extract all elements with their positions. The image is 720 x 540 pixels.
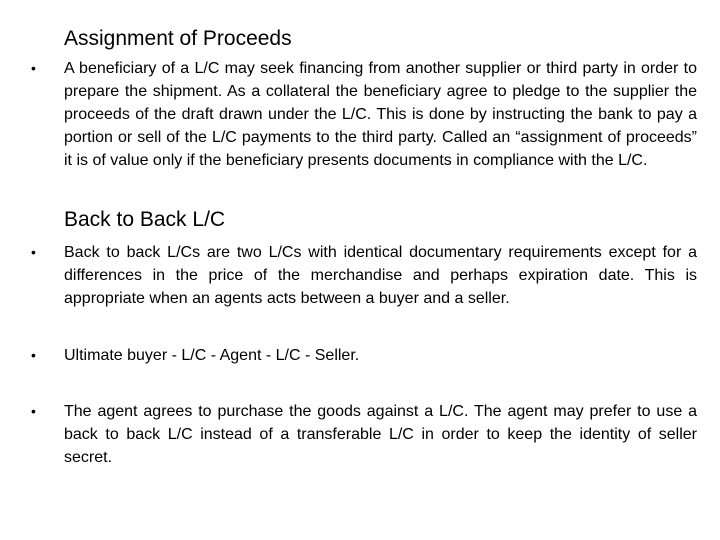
bullet-marker: • <box>31 60 36 76</box>
bullet-marker: • <box>31 403 36 419</box>
bullet-marker: • <box>31 244 36 260</box>
bullet-text: The agent agrees to purchase the goods against a L/C. The agent may prefer to use a back to back L/C instead of a transferable L/C in order to keep the identity of seller secret. <box>64 403 697 466</box>
bullet-text: Ultimate buyer - L/C - Agent - L/C - Seller. <box>64 347 360 364</box>
bullet-marker: • <box>31 347 36 363</box>
bullet-text: Back to back L/Cs are two L/Cs with identical documentary requirements except for a differences in the price of the merchandise and perhaps expiration date. This is appropriate when an agents acts between a buyer and a seller. <box>64 244 697 307</box>
bullet-text: A beneficiary of a L/C may seek financing from another supplier or third party in order to prepare the shipment. As a collateral the beneficiary agree to pledge to the supplier the proceeds of the draft drawn under the L/C. This is done by instructing the bank to pay a portion or sell of the L/C payments to the third party. Called an “assignment of proceeds” it is of value only if the beneficiary presents documents in compliance with the L/C. <box>64 60 697 169</box>
section-heading-assignment-of-proceeds: Assignment of Proceeds <box>64 27 292 50</box>
section-heading-back-to-back-lc: Back to Back L/C <box>64 208 226 231</box>
